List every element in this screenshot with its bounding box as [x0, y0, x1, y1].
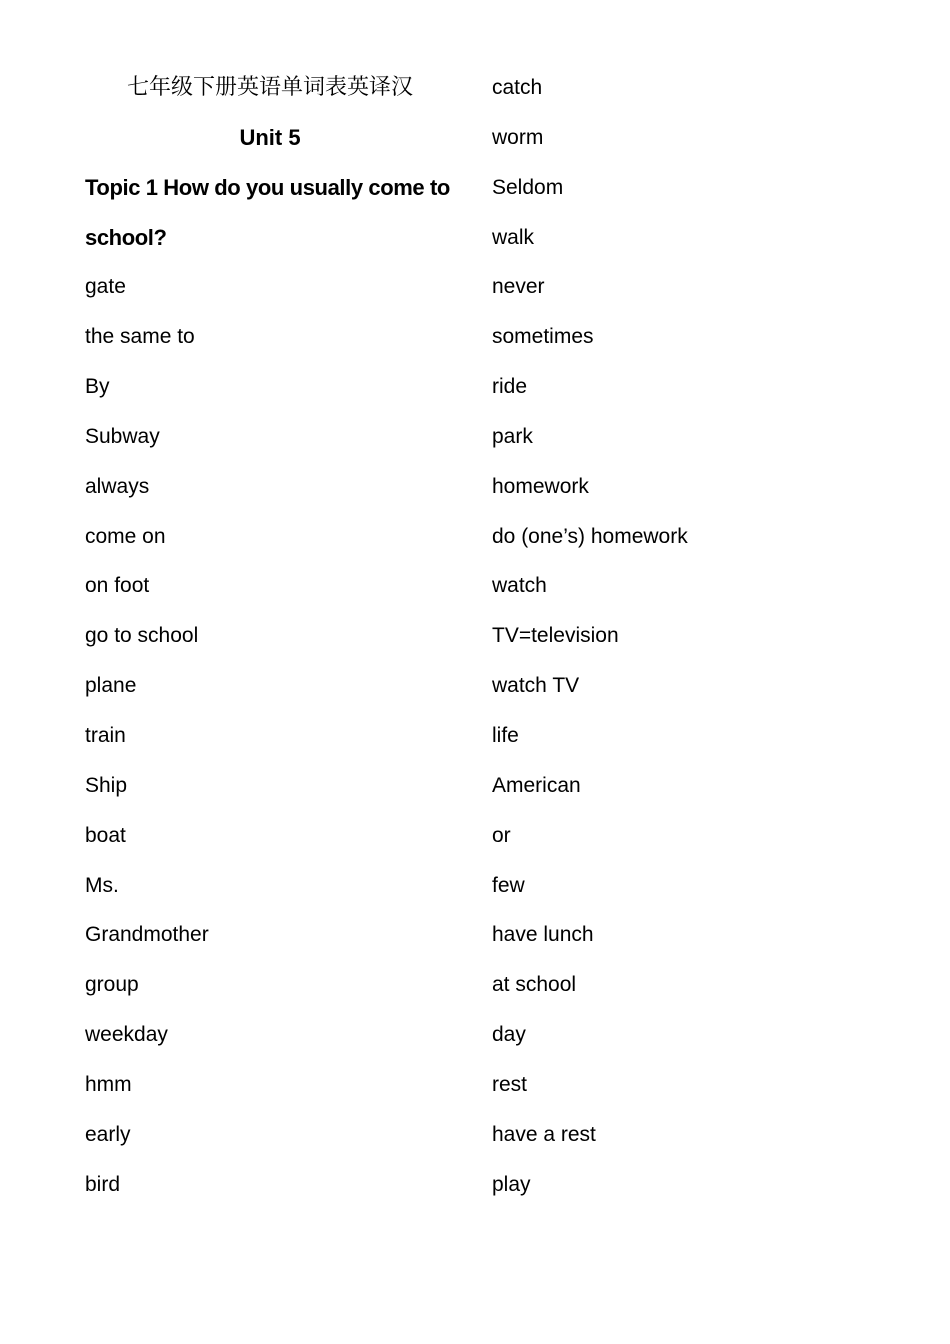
word-item: train — [85, 723, 126, 747]
word-item: go to school — [85, 624, 199, 648]
word-item: bird — [85, 1172, 121, 1196]
word-item: come on — [85, 524, 166, 548]
word-item: Subway — [85, 424, 160, 448]
document-title: 七年级下册英语单词表英译汉 — [126, 75, 413, 100]
word-item: rest — [492, 1072, 528, 1096]
word-item: play — [492, 1172, 531, 1196]
word-item: sometimes — [492, 325, 594, 349]
word-item: at school — [492, 973, 577, 997]
word-item: Grandmother — [85, 923, 209, 947]
word-item: catch — [492, 76, 543, 99]
word-item: or — [492, 823, 511, 847]
word-item: always — [85, 474, 150, 498]
word-item: plane — [85, 674, 137, 698]
word-item: have a rest — [492, 1122, 596, 1146]
word-item: never — [492, 275, 545, 299]
word-item: boat — [85, 823, 126, 847]
word-item: TV=television — [492, 624, 619, 648]
word-item: worm — [492, 125, 544, 149]
word-item: gate — [85, 275, 126, 299]
word-item: By — [85, 375, 110, 399]
word-item: Ms. — [85, 873, 119, 897]
word-item: walk — [492, 225, 535, 249]
word-item: have lunch — [492, 923, 594, 947]
word-item: early — [85, 1122, 131, 1146]
word-item: group — [85, 973, 139, 997]
word-item: the same to — [85, 325, 195, 349]
right-column — [492, 63, 892, 1209]
word-item: watch TV — [492, 674, 580, 698]
word-item: day — [492, 1023, 526, 1047]
word-item: on foot — [85, 574, 150, 598]
topic-heading-line-2: school? — [85, 224, 167, 250]
topic-heading-line-1: Topic 1 How do you usually come to — [85, 174, 450, 200]
word-item: Seldom — [492, 175, 564, 199]
unit-heading: Unit 5 — [239, 124, 301, 150]
word-item: few — [492, 873, 525, 897]
word-item: homework — [492, 474, 589, 498]
word-item: weekday — [85, 1023, 168, 1047]
word-item: life — [492, 723, 519, 747]
word-item: do (one’s) homework — [492, 524, 688, 548]
word-item: hmm — [85, 1072, 132, 1096]
word-item: ride — [492, 375, 528, 399]
left-column — [85, 63, 455, 1209]
word-item: American — [492, 773, 581, 797]
word-item: watch — [492, 574, 547, 598]
word-item: park — [492, 424, 533, 448]
word-item: Ship — [85, 773, 128, 797]
